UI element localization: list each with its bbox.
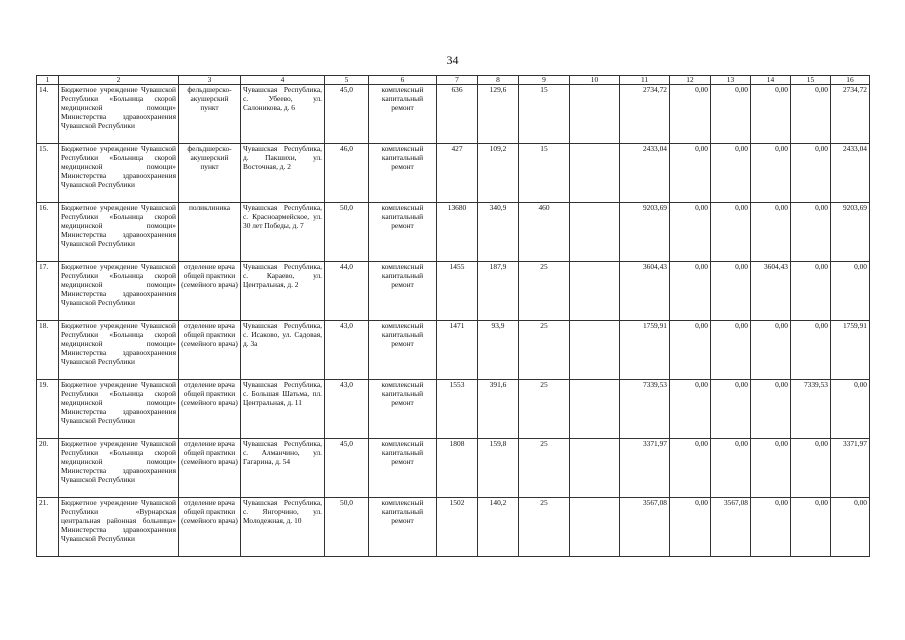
- work-type-cell: комплексный капитальный ремонт: [369, 380, 437, 439]
- value-cell: 129,6: [478, 85, 519, 144]
- address-cell: Чувашская Республика, с. Большая Шатьма, пл. Центральная, д. 11: [241, 380, 325, 439]
- amount-cell: 2734,72: [831, 85, 870, 144]
- amount-cell: 0,00: [711, 321, 751, 380]
- column-header: 14: [751, 76, 791, 85]
- row-number-cell: 17.: [37, 262, 59, 321]
- data-table: [36, 75, 870, 557]
- amount-cell: 0,00: [751, 85, 791, 144]
- table-row: [37, 439, 870, 498]
- row-number-cell: 21.: [37, 498, 59, 557]
- amount-cell: 0,00: [751, 203, 791, 262]
- value-cell: 460: [519, 203, 570, 262]
- value-cell: 25: [519, 498, 570, 557]
- amount-cell: 0,00: [670, 262, 711, 321]
- row-number-cell: 19.: [37, 380, 59, 439]
- amount-cell: 3604,43: [620, 262, 670, 321]
- column-header: 4: [241, 76, 325, 85]
- value-cell: [570, 498, 620, 557]
- value-cell: 636: [437, 85, 478, 144]
- value-cell: 1502: [437, 498, 478, 557]
- value-cell: 46,0: [325, 144, 369, 203]
- work-type-cell: комплексный капитальный ремонт: [369, 321, 437, 380]
- amount-cell: 0,00: [791, 262, 831, 321]
- amount-cell: 0,00: [831, 380, 870, 439]
- facility-type-cell: отделение врача общей практики (семейного врача): [179, 380, 241, 439]
- amount-cell: 3371,97: [620, 439, 670, 498]
- value-cell: 1455: [437, 262, 478, 321]
- value-cell: 43,0: [325, 380, 369, 439]
- column-header: 8: [478, 76, 519, 85]
- column-header: 13: [711, 76, 751, 85]
- amount-cell: 7339,53: [620, 380, 670, 439]
- organization-cell: Бюджетное учреждение Чувашской Республики «Больница скорой медицинской помощи» Министерства здравоохранения Чувашской Республики: [59, 439, 179, 498]
- facility-type-cell: отделение врача общей практики (семейного врача): [179, 321, 241, 380]
- organization-cell: Бюджетное учреждение Чувашской Республики «Больница скорой медицинской помощи» Министерства здравоохранения Чувашской Республики: [59, 321, 179, 380]
- table-row: [37, 203, 870, 262]
- amount-cell: 9203,69: [831, 203, 870, 262]
- value-cell: 427: [437, 144, 478, 203]
- value-cell: 15: [519, 85, 570, 144]
- value-cell: 13680: [437, 203, 478, 262]
- amount-cell: 0,00: [670, 498, 711, 557]
- column-header: 10: [570, 76, 620, 85]
- work-type-cell: комплексный капитальный ремонт: [369, 262, 437, 321]
- amount-cell: 9203,69: [620, 203, 670, 262]
- value-cell: 15: [519, 144, 570, 203]
- amount-cell: 0,00: [670, 321, 711, 380]
- amount-cell: 0,00: [791, 144, 831, 203]
- table-row: [37, 262, 870, 321]
- value-cell: [570, 85, 620, 144]
- value-cell: [570, 203, 620, 262]
- address-cell: Чувашская Республика, д. Пакшихи, ул. Восточная, д. 2: [241, 144, 325, 203]
- facility-type-cell: отделение врача общей практики (семейного врача): [179, 262, 241, 321]
- address-cell: Чувашская Республика, с. Красноармейское, ул. 30 лет Победы, д. 7: [241, 203, 325, 262]
- organization-cell: Бюджетное учреждение Чувашской Республики «Больница скорой медицинской помощи» Министерства здравоохранения Чувашской Республики: [59, 380, 179, 439]
- row-number-cell: 15.: [37, 144, 59, 203]
- work-type-cell: комплексный капитальный ремонт: [369, 498, 437, 557]
- value-cell: 1808: [437, 439, 478, 498]
- work-type-cell: комплексный капитальный ремонт: [369, 203, 437, 262]
- value-cell: 140,2: [478, 498, 519, 557]
- value-cell: 45,0: [325, 439, 369, 498]
- value-cell: 50,0: [325, 498, 369, 557]
- page-number: 34: [446, 53, 459, 67]
- amount-cell: 0,00: [751, 380, 791, 439]
- column-header: 12: [670, 76, 711, 85]
- amount-cell: 0,00: [670, 85, 711, 144]
- work-type-cell: комплексный капитальный ремонт: [369, 439, 437, 498]
- amount-cell: 0,00: [670, 144, 711, 203]
- value-cell: 25: [519, 262, 570, 321]
- value-cell: 340,9: [478, 203, 519, 262]
- value-cell: 391,6: [478, 380, 519, 439]
- row-number-cell: 16.: [37, 203, 59, 262]
- amount-cell: 0,00: [791, 498, 831, 557]
- amount-cell: 1759,91: [620, 321, 670, 380]
- column-header: 7: [437, 76, 478, 85]
- facility-type-cell: отделение врача общей практики (семейного врача): [179, 439, 241, 498]
- amount-cell: 2433,04: [831, 144, 870, 203]
- amount-cell: 0,00: [670, 380, 711, 439]
- amount-cell: 0,00: [711, 144, 751, 203]
- amount-cell: 3567,08: [620, 498, 670, 557]
- column-header: 9: [519, 76, 570, 85]
- value-cell: 44,0: [325, 262, 369, 321]
- value-cell: 187,9: [478, 262, 519, 321]
- table-row: [37, 144, 870, 203]
- organization-cell: Бюджетное учреждение Чувашской Республики «Больница скорой медицинской помощи» Министерства здравоохранения Чувашской Республики: [59, 144, 179, 203]
- amount-cell: 0,00: [711, 262, 751, 321]
- address-cell: Чувашская Республика, с. Караево, ул. Центральная, д. 2: [241, 262, 325, 321]
- amount-cell: 0,00: [831, 262, 870, 321]
- table-row: [37, 380, 870, 439]
- amount-cell: 1759,91: [831, 321, 870, 380]
- value-cell: [570, 262, 620, 321]
- column-header: 1: [37, 76, 59, 85]
- value-cell: 159,8: [478, 439, 519, 498]
- table-body: [37, 76, 870, 557]
- amount-cell: 0,00: [791, 203, 831, 262]
- amount-cell: 0,00: [670, 439, 711, 498]
- amount-cell: 2734,72: [620, 85, 670, 144]
- column-header: 3: [179, 76, 241, 85]
- header-row: [37, 76, 870, 85]
- amount-cell: 0,00: [751, 439, 791, 498]
- facility-type-cell: поликлиника: [179, 203, 241, 262]
- amount-cell: 0,00: [751, 144, 791, 203]
- value-cell: 25: [519, 321, 570, 380]
- amount-cell: 0,00: [791, 321, 831, 380]
- value-cell: 43,0: [325, 321, 369, 380]
- column-header: 5: [325, 76, 369, 85]
- value-cell: [570, 321, 620, 380]
- value-cell: 109,2: [478, 144, 519, 203]
- address-cell: Чувашская Республика, с. Убеево, ул. Салоникова, д. 6: [241, 85, 325, 144]
- organization-cell: Бюджетное учреждение Чувашской Республики «Вурнарская центральная районная больница» Министерства здравоохранения Чувашской Республики: [59, 498, 179, 557]
- value-cell: 45,0: [325, 85, 369, 144]
- organization-cell: Бюджетное учреждение Чувашской Республики «Больница скорой медицинской помощи» Министерства здравоохранения Чувашской Республики: [59, 85, 179, 144]
- row-number-cell: 18.: [37, 321, 59, 380]
- facility-type-cell: отделение врача общей практики (семейного врача): [179, 498, 241, 557]
- column-header: 11: [620, 76, 670, 85]
- value-cell: 93,9: [478, 321, 519, 380]
- value-cell: 50,0: [325, 203, 369, 262]
- value-cell: [570, 380, 620, 439]
- amount-cell: 0,00: [670, 203, 711, 262]
- address-cell: Чувашская Республика, с. Янгорчино, ул. Молодежная, д. 10: [241, 498, 325, 557]
- work-type-cell: комплексный капитальный ремонт: [369, 85, 437, 144]
- value-cell: 25: [519, 380, 570, 439]
- table-row: [37, 498, 870, 557]
- value-cell: [570, 439, 620, 498]
- value-cell: [570, 144, 620, 203]
- column-header: 16: [831, 76, 870, 85]
- amount-cell: 0,00: [711, 203, 751, 262]
- amount-cell: 0,00: [791, 439, 831, 498]
- work-type-cell: комплексный капитальный ремонт: [369, 144, 437, 203]
- amount-cell: 0,00: [711, 439, 751, 498]
- table-row: [37, 85, 870, 144]
- amount-cell: 3567,08: [711, 498, 751, 557]
- column-header: 15: [791, 76, 831, 85]
- amount-cell: 0,00: [751, 498, 791, 557]
- amount-cell: 0,00: [791, 85, 831, 144]
- amount-cell: 3604,43: [751, 262, 791, 321]
- column-header: 2: [59, 76, 179, 85]
- facility-type-cell: фельдшерско-акушерский пункт: [179, 85, 241, 144]
- organization-cell: Бюджетное учреждение Чувашской Республики «Больница скорой медицинской помощи» Министерства здравоохранения Чувашской Республики: [59, 203, 179, 262]
- amount-cell: 0,00: [711, 85, 751, 144]
- amount-cell: 3371,97: [831, 439, 870, 498]
- amount-cell: 0,00: [831, 498, 870, 557]
- value-cell: 1553: [437, 380, 478, 439]
- organization-cell: Бюджетное учреждение Чувашской Республики «Больница скорой медицинской помощи» Министерства здравоохранения Чувашской Республики: [59, 262, 179, 321]
- amount-cell: 2433,04: [620, 144, 670, 203]
- value-cell: 25: [519, 439, 570, 498]
- facility-type-cell: фельдшерско-акушерский пункт: [179, 144, 241, 203]
- amount-cell: 0,00: [751, 321, 791, 380]
- column-header: 6: [369, 76, 437, 85]
- address-cell: Чувашская Республика, с. Алманчино, ул. Гагарина, д. 54: [241, 439, 325, 498]
- row-number-cell: 20.: [37, 439, 59, 498]
- amount-cell: 7339,53: [791, 380, 831, 439]
- table-row: [37, 321, 870, 380]
- address-cell: Чувашская Республика, с. Исаково, ул. Садовая, д. 3а: [241, 321, 325, 380]
- value-cell: 1471: [437, 321, 478, 380]
- amount-cell: 0,00: [711, 380, 751, 439]
- row-number-cell: 14.: [37, 85, 59, 144]
